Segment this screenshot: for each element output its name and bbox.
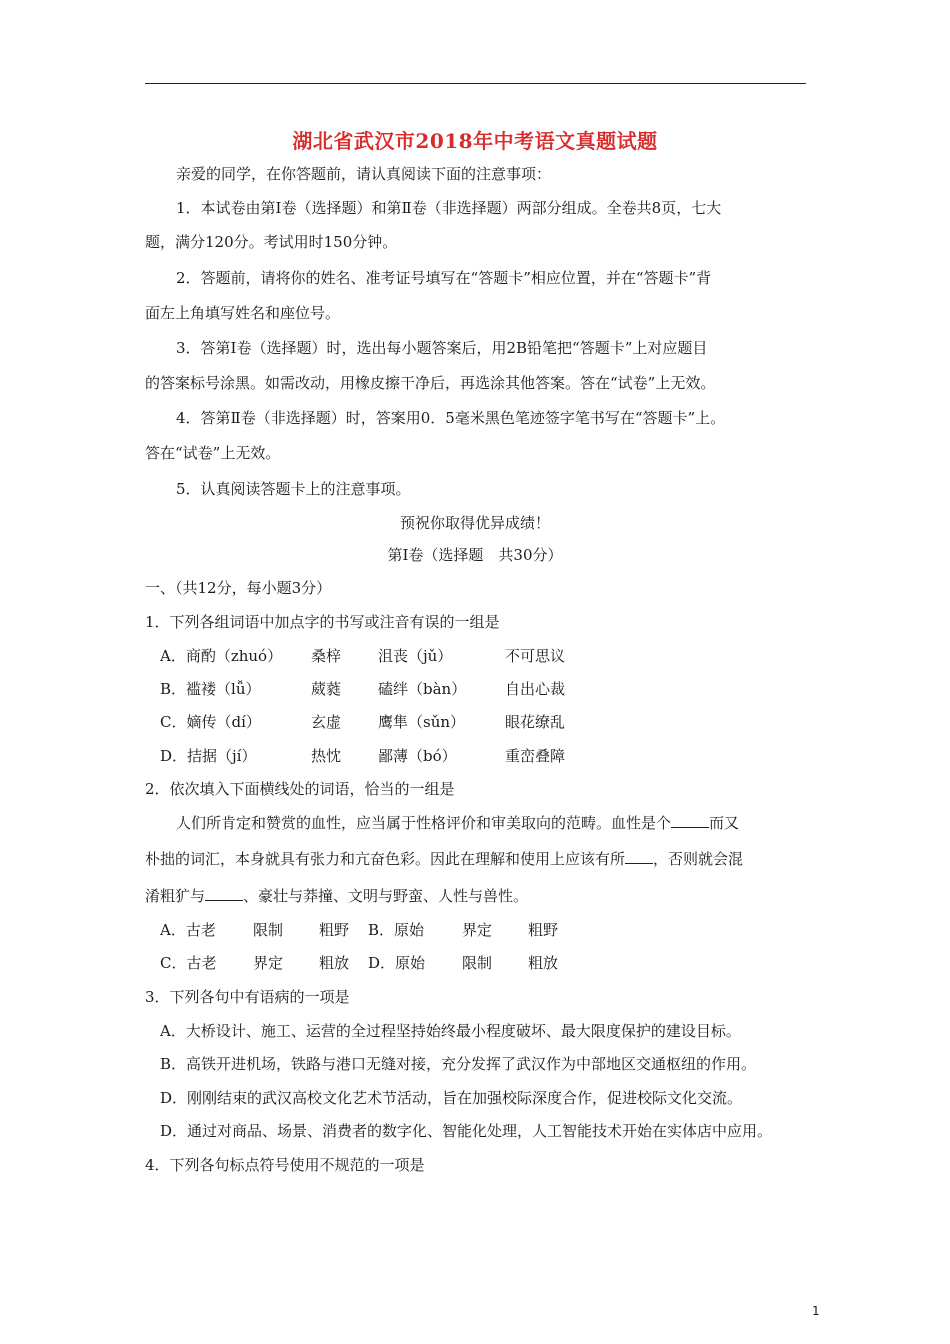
document-title: 湖北省武汉市2018年中考语文真题试题 [292,129,658,153]
q2-option-a-word-3: 粗野 [319,921,350,939]
q1-option-d-word-1: D．拮据（jí） [160,747,257,765]
q2-option-a-word-2: 限制 [253,921,284,939]
q2-passage-text: 人们所肯定和赞赏的血性，应当属于性格评价和审美取向的范畴。血性是个 [176,814,672,832]
page-number: 1 [812,1304,820,1318]
q2-option-b-word-1: B．原始 [368,921,425,939]
note-5: 5．认真阅读答题卡上的注意事项。 [176,480,411,498]
q2-option-b-word-2: 界定 [462,921,493,939]
q2-blank-3 [205,886,243,901]
q2-passage-text: 、豪壮与莽撞、文明与野蛮、人性与兽性。 [243,887,529,905]
q2-option-c-word-1: C．古老 [160,954,217,972]
note-4-line-2: 答在“试卷”上无效。 [145,444,281,462]
q1-option-c-word-3: 鹰隼（sǔn） [378,713,466,731]
note-1-line-1: 1．本试卷由第Ⅰ卷（选择题）和第Ⅱ卷（非选择题）两部分组成。全卷共8页，七大 [176,199,722,217]
q2-option-d-word-1: D．原始 [368,954,426,972]
q1-option-b-word-3: 磕绊（bàn） [378,680,467,698]
q2-passage-line-3 [145,886,528,906]
q3-option-d: D．通过对商品、场景、消费者的数字化、智能化处理，人工智能技术开始在实体店中应用。 [160,1122,773,1140]
intro-text: 亲爱的同学，在你答题前，请认真阅读下面的注意事项： [176,165,552,183]
q2-stem: 2．依次填入下面横线处的词语，恰当的一组是 [145,780,455,798]
q3-option-b: B．高铁开进机场，铁路与港口无缝对接，充分发挥了武汉作为中部地区交通枢纽的作用。 [160,1055,757,1073]
note-2-line-1: 2．答题前，请将你的姓名、准考证号填写在“答题卡”相应位置，并在“答题卡”背 [176,269,712,287]
q1-option-b-word-4: 自出心裁 [505,680,566,698]
q2-option-a-word-1: A．古老 [160,921,216,939]
q3-stem: 3．下列各句中有语病的一项是 [145,988,350,1006]
q2-passage-text: 而又 [709,814,740,832]
q1-option-b-word-1: B．褴褛（lǚ） [160,680,261,698]
q2-option-d-word-3: 粗放 [528,954,559,972]
q2-option-b-word-3: 粗野 [528,921,559,939]
q2-option-d-word-2: 限制 [462,954,493,972]
wish-text: 预祝你取得优异成绩！ [399,514,550,532]
note-4-line-1: 4．答第Ⅱ卷（非选择题）时，答案用0．5毫米黑色笔迹签字笔书写在“答题卡”上。 [176,409,726,427]
q1-option-a-word-4: 不可思议 [505,647,566,665]
q1-option-d-word-2: 热忱 [311,747,342,765]
note-2-line-2: 面左上角填写姓名和座位号。 [145,304,341,322]
q1-option-c-word-2: 玄虚 [311,713,342,731]
note-3-line-1: 3．答第Ⅰ卷（选择题）时，选出每小题答案后，用2B铅笔把“答题卡”上对应题目 [176,339,708,357]
note-1-line-2: 题，满分120分。考试用时150分钟。 [145,233,398,251]
q2-passage-line-1 [176,813,739,833]
q3-option-a: A．大桥设计、施工、运营的全过程坚持始终最小程度破坏、最大限度保护的建设目标。 [160,1022,741,1040]
q4-stem: 4．下列各句标点符号使用不规范的一项是 [145,1156,425,1174]
q2-passage-line-2 [145,849,743,869]
note-3-line-2: 的答案标号涂黑。如需改动，用橡皮擦干净后，再选涂其他答案。答在“试卷”上无效。 [145,374,716,392]
section-title: 第Ⅰ卷（选择题 共30分） [387,546,563,564]
q1-option-a-word-2: 桑梓 [311,647,342,665]
q2-option-c-word-3: 粗放 [319,954,350,972]
q2-passage-text: 淆粗犷与 [145,887,206,905]
q2-blank-1 [671,813,709,828]
q2-passage-text: ，否则就会混 [653,850,744,868]
q1-option-d-word-3: 鄙薄（bó） [378,747,457,765]
q2-blank-2 [625,849,653,864]
header-rule [145,83,806,84]
part-1-heading: 一、（共12分，每小题3分） [145,579,332,597]
q1-option-c-word-4: 眼花缭乱 [505,713,566,731]
q3-option-c: D．刚刚结束的武汉高校文化艺术节活动，旨在加强校际深度合作，促进校际文化交流。 [160,1089,743,1107]
q1-option-a-word-1: A．商酌（zhuó） [160,647,283,665]
q2-passage-text: 朴拙的词汇，本身就具有张力和亢奋色彩。因此在理解和使用上应该有所 [145,850,626,868]
q1-option-a-word-3: 沮丧（jǔ） [378,647,453,665]
q2-option-c-word-2: 界定 [253,954,284,972]
q1-stem: 1．下列各组词语中加点字的书写或注音有误的一组是 [145,613,500,631]
q1-option-b-word-2: 葳蕤 [311,680,342,698]
q1-option-c-word-1: C．嫡传（dí） [160,713,261,731]
q1-option-d-word-4: 重峦叠障 [505,747,566,765]
